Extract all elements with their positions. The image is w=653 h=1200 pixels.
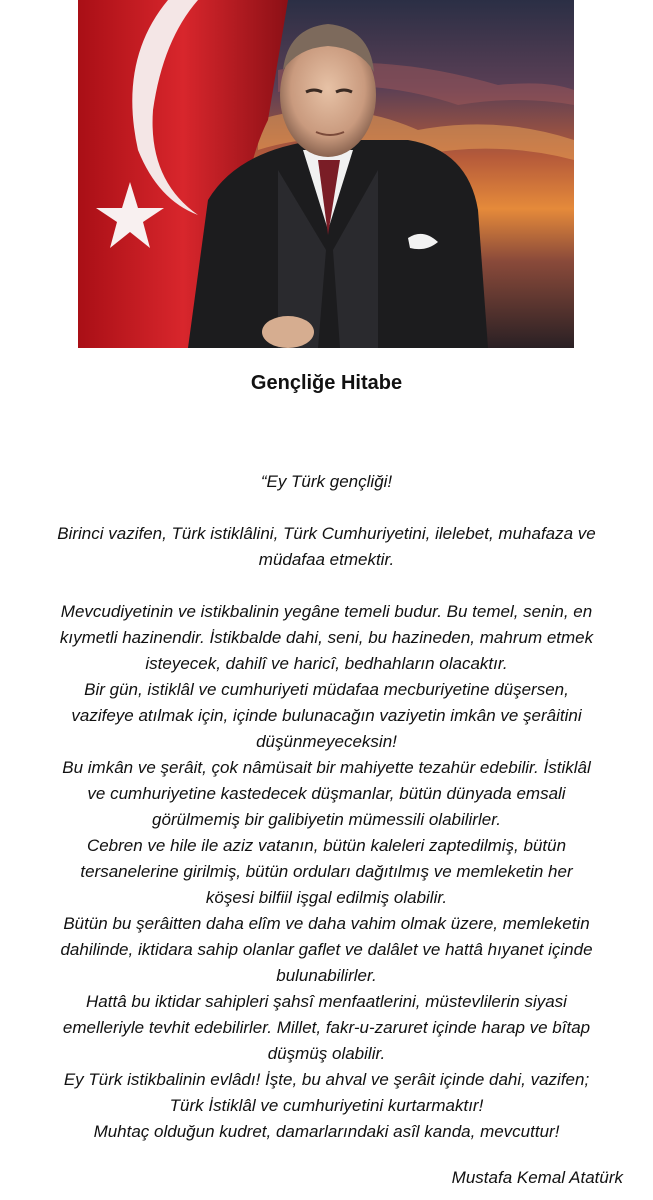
speech-line: Bu imkân ve şerâit, çok nâmüsait bir mahiyette tezahür edebilir. İstiklâl [62,758,591,777]
first-duty-line: müdafaa etmektir. [258,550,395,569]
speech-line: görülmemiş bir galibiyetin mümessili olabilirler. [152,810,501,829]
speech-line: Bütün bu şerâitten daha elîm ve daha vahim olmak üzere, memleketin [63,914,590,933]
signature: Mustafa Kemal Atatürk [451,1168,623,1187]
speech-line: Mevcudiyetinin ve istikbalinin yegâne temeli budur. Bu temel, senin, en [60,602,593,621]
speech-line: isteyecek, dahilî ve haricî, bedhahların olacaktır. [145,654,508,673]
paragraph-spacer [6,495,647,521]
speech-opening: “Ey Türk gençliği! [260,472,393,491]
speech-line: dahilinde, iktidara sahip olanlar gaflet ve dalâlet ve hattâ hıyanet içinde [60,940,593,959]
speech-line: ve cumhuriyetine kastedecek düşmanlar, bütün dünyada emsali [87,784,566,803]
speech-line: Cebren ve hile ile aziz vatanın, bütün kaleleri zaptedilmiş, bütün [86,836,567,855]
speech-line: emelleriyle tevhit edebilirler. Millet, fakr-u-zaruret içinde harap ve bîtap [62,1018,591,1037]
page-title: Gençliğe Hitabe [250,372,403,394]
speech-line: bulunabilirler. [276,966,377,985]
speech-line: Hattâ bu iktidar sahipleri şahsî menfaatlerini, müstevlilerin siyasi [86,992,567,1011]
portrait-photo-with-flag-and-sunset-icon [78,0,574,348]
portrait-photo [78,0,574,348]
speech-line: Bir gün, istiklâl ve cumhuriyeti müdafaa mecburiyetine düşersen, [84,680,569,699]
speech-line: Ey Türk istikbalinin evlâdı! İşte, bu ahval ve şerâit içinde dahi, vazifen; [63,1070,590,1089]
paragraph-spacer [6,573,647,599]
speech-line: düşmüş olabilir. [267,1044,386,1063]
speech-line: tersanelerine girilmiş, bütün orduları dağıtılmış ve memleketin her [80,862,573,881]
speech-line: Türk İstiklâl ve cumhuriyetini kurtarmaktır! [169,1096,484,1115]
speech-line: vazifeye atılmak için, içinde bulunacağın vaziyetin imkân ve şerâitini [71,706,582,725]
speech-text [6,469,647,1145]
speech-line: Muhtaç olduğun kudret, damarlarındaki asîl kanda, mevcuttur! [93,1122,560,1141]
first-duty-line: Birinci vazifen, Türk istiklâlini, Türk Cumhuriyetini, ilelebet, muhafaza ve [57,524,596,543]
speech-line: köşesi bilfiil işgal edilmiş olabilir. [205,888,448,907]
speech-line: düşünmeyeceksin! [256,732,397,751]
speech-line: kıymetli hazinendir. İstikbalde dahi, seni, bu hazineden, mahrum etmek [59,628,594,647]
